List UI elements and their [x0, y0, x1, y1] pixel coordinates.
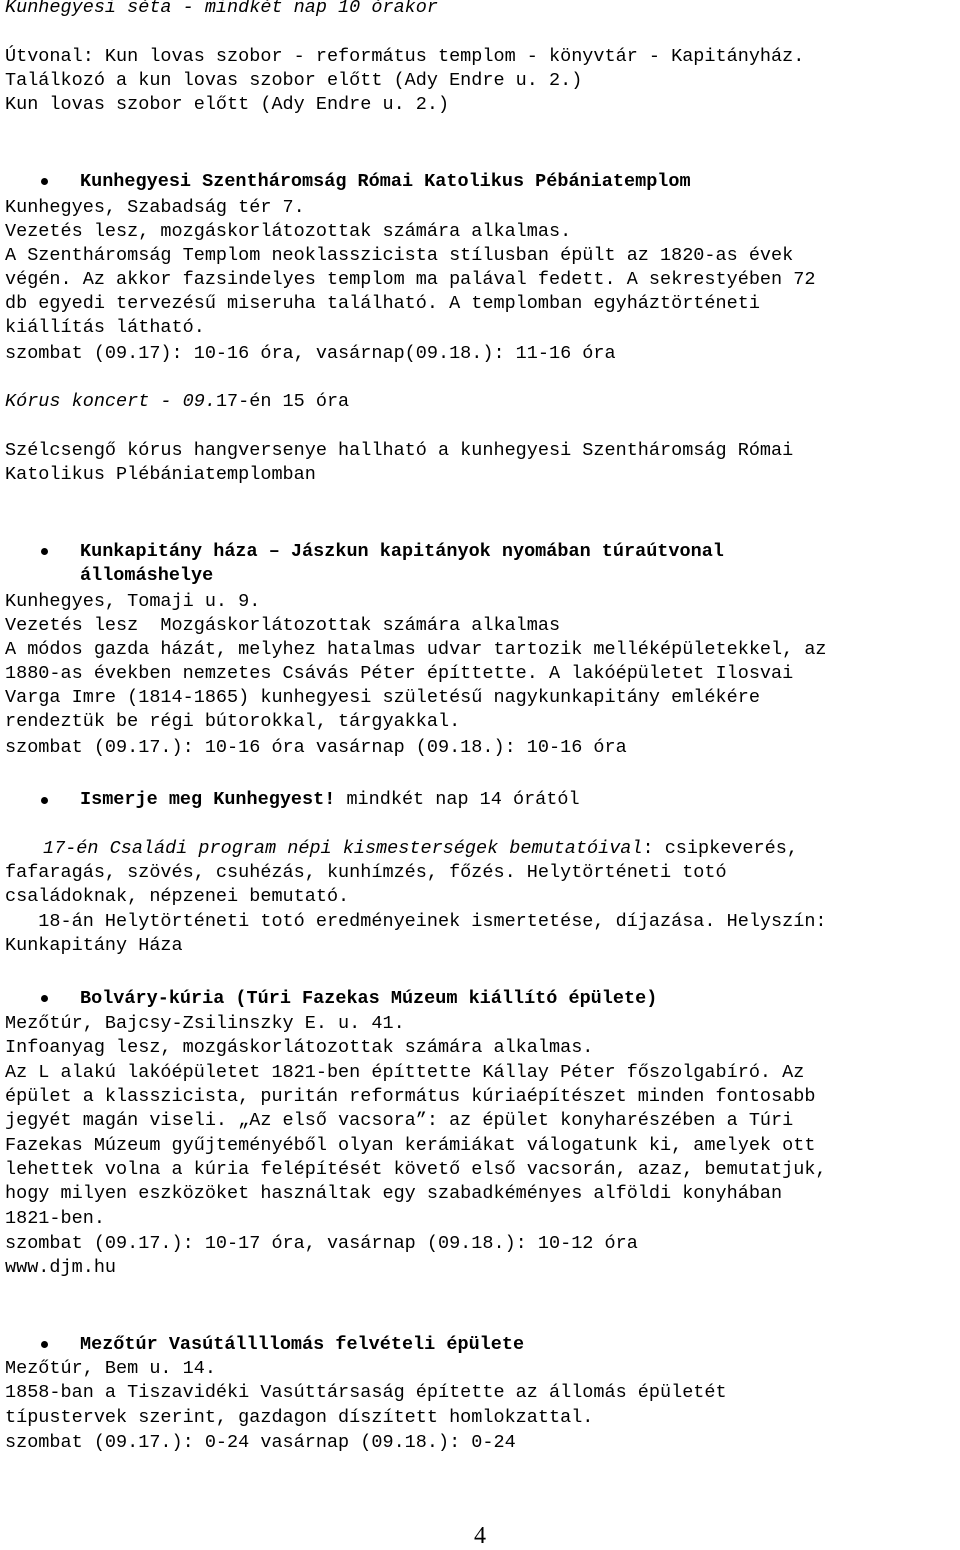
captain-access: Vezetés lesz Mozgáskorlátozottak számára alkalmas	[5, 615, 561, 636]
bullet-icon	[41, 1341, 48, 1348]
station-hours: szombat (09.17.): 0-24 vasárnap (09.18.): 0-24	[5, 1432, 516, 1453]
church-access: Vezetés lesz, mozgáskorlátozottak számára alkalmas.	[5, 221, 572, 242]
station-address: Mezőtúr, Bem u. 14.	[5, 1358, 216, 1379]
route-line: Útvonal: Kun lovas szobor - református templom - könyvtár - Kapitányház.	[5, 46, 805, 67]
bullet-icon	[41, 178, 48, 185]
meet-desc-line: 18-án Helytörténeti totó eredményeinek ismertetése, díjazása. Helyszín:	[5, 911, 827, 932]
meet-program-italic: 17-én Családi program népi kismesterségek bemutatóival	[43, 838, 643, 859]
meeting-line: Találkozó a kun lovas szobor előtt (Ady Endre u. 2.)	[5, 70, 583, 91]
meet-program-line	[43, 837, 798, 861]
captain-desc-line: rendeztük be régi bútorokkal, tárgyakkal.	[5, 711, 461, 732]
church-desc-line: végén. Az akkor fazsindelyes templom ma palával fedett. A sekrestyében 72	[5, 269, 816, 290]
bullet-icon	[41, 548, 48, 555]
walk-title: Kunhegyesi séta - mindkét nap 10 órakor	[5, 0, 438, 18]
meet-heading	[80, 788, 580, 812]
church-desc-line: kiállítás látható.	[5, 317, 205, 338]
choir-heading	[5, 390, 349, 414]
church-address: Kunhegyes, Szabadság tér 7.	[5, 197, 305, 218]
bolvary-address: Mezőtúr, Bajcsy-Zsilinszky E. u. 41.	[5, 1013, 405, 1034]
bolvary-desc-line: Az L alakú lakóépületet 1821-ben építtette Kállay Péter főszolgabíró. Az	[5, 1062, 805, 1083]
meet-desc-line: családoknak, népzenei bemutató.	[5, 886, 350, 907]
choir-desc-line: Katolikus Plébániatemplomban	[5, 464, 316, 485]
meet-program-rest: : csipkeverés,	[642, 838, 798, 859]
bolvary-hours: szombat (09.17.): 10-17 óra, vasárnap (09.18.): 10-12 óra	[5, 1233, 638, 1254]
meet-title: Ismerje meg Kunhegyest!	[80, 789, 336, 810]
bolvary-title: Bolváry-kúria (Túri Fazekas Múzeum kiállító épülete)	[80, 988, 658, 1009]
bolvary-desc-line: lehettek volna a kúria felépítését követő első vacsorán, azaz, bemutatjuk,	[5, 1159, 827, 1180]
captain-desc-line: Varga Imre (1814-1865) kunhegyesi születésű nagykunkapitány emlékére	[5, 687, 760, 708]
page-number: 4	[474, 1523, 486, 1549]
bullet-icon	[41, 797, 48, 804]
bolvary-desc-line: jegyét magán viseli. „Az első vacsora”: az épület konyharészében a Túri	[5, 1110, 794, 1131]
meet-desc-line: fafaragás, szövés, csuhézás, kunhímzés, főzés. Helytörténeti totó	[5, 862, 727, 883]
meet-time: mindkét nap 14 órától	[335, 789, 580, 810]
bolvary-desc-line: hogy milyen eszközöket használtak egy szabadkéményes alföldi konyhában	[5, 1183, 783, 1204]
choir-title: Kórus koncert - 09.	[5, 391, 216, 412]
church-hours: szombat (09.17): 10-16 óra, vasárnap(09.18.): 11-16 óra	[5, 343, 616, 364]
captain-title-cont: állomáshelye	[80, 565, 214, 586]
captain-desc-line: 1880-as években nemzetes Csávás Péter építtette. A lakóépületet Ilosvai	[5, 663, 794, 684]
bolvary-desc-line: épület a klasszicista, puritán református kúriaépítészet minden fontosabb	[5, 1086, 816, 1107]
bolvary-desc-line: 1821-ben.	[5, 1208, 105, 1229]
church-title: Kunhegyesi Szentháromság Római Katolikus Pébániatemplom	[80, 171, 691, 192]
station-desc-line: 1858-ban a Tiszavidéki Vasúttársaság építette az állomás épületét	[5, 1382, 727, 1403]
church-desc-line: A Szentháromság Templom neoklasszicista stílusban épült az 1820-as évek	[5, 245, 794, 266]
captain-address: Kunhegyes, Tomaji u. 9.	[5, 591, 261, 612]
captain-hours: szombat (09.17.): 10-16 óra vasárnap (09.18.): 10-16 óra	[5, 737, 627, 758]
captain-title: Kunkapitány háza – Jászkun kapitányok nyomában túraútvonal	[80, 541, 724, 562]
bullet-icon	[41, 995, 48, 1002]
bolvary-info: Infoanyag lesz, mozgáskorlátozottak számára alkalmas.	[5, 1037, 594, 1058]
station-desc-line: típustervek szerint, gazdagon díszített homlokzattal.	[5, 1407, 594, 1428]
station-title: Mezőtúr Vasútállllomás felvételi épülete	[80, 1334, 525, 1355]
choir-time: 17-én 15 óra	[215, 391, 350, 412]
bolvary-desc-line: Fazekas Múzeum gyűjteményéből olyan kerámiákat válogatunk ki, amelyek ott	[5, 1135, 816, 1156]
meeting-short-line: Kun lovas szobor előtt (Ady Endre u. 2.)	[5, 94, 450, 115]
choir-desc-line: Szélcsengő kórus hangversenye hallható a kunhegyesi Szentháromság Római	[5, 440, 794, 461]
bolvary-url[interactable]: www.djm.hu	[5, 1257, 117, 1278]
meet-desc-line: Kunkapitány Háza	[5, 935, 183, 956]
church-desc-line: db egyedi tervezésű miseruha található. A templomban egyháztörténeti	[5, 293, 760, 314]
captain-desc-line: A módos gazda házát, melyhez hatalmas udvar tartozik melléképületekkel, az	[5, 639, 827, 660]
